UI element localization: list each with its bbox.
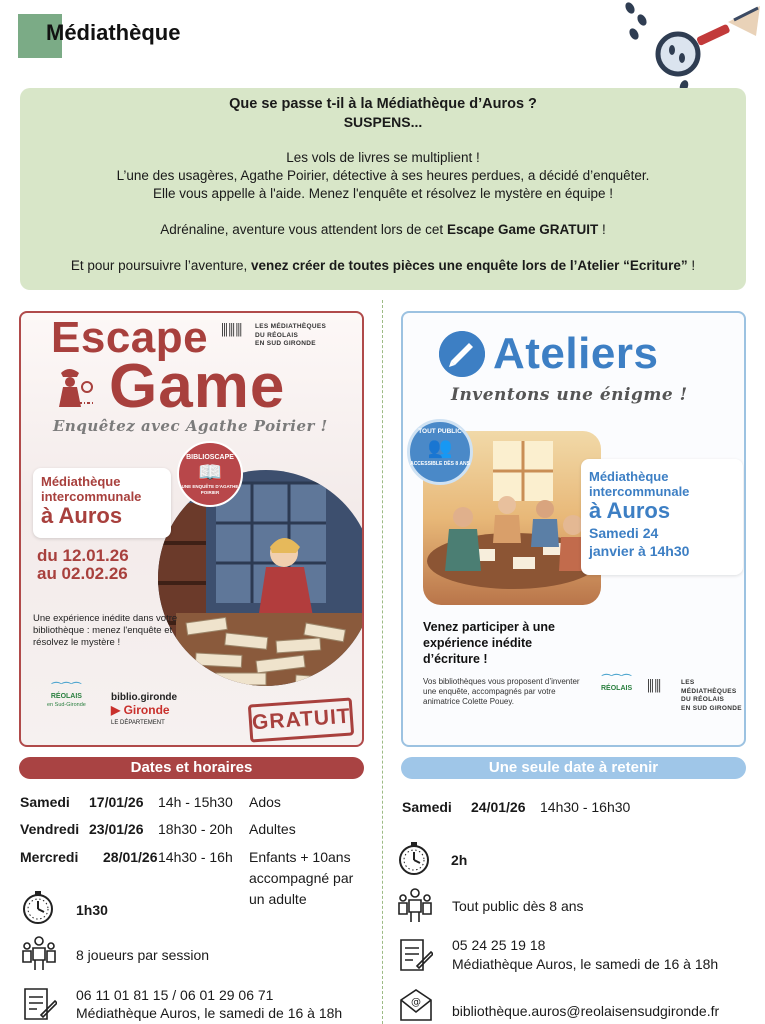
atelier-phone: 05 24 25 19 18 — [452, 937, 546, 953]
dates-horaires-banner: Dates et horaires — [19, 757, 364, 779]
escape-tagline: Enquêtez avec Agathe Poirier ! — [53, 417, 328, 435]
detective-silhouette-icon — [51, 363, 97, 409]
atelier-duration: 2h — [451, 852, 468, 868]
group-people-icon — [397, 886, 433, 924]
stopwatch-icon — [20, 888, 56, 926]
library-columns-icon: ⫼⫼ — [647, 678, 662, 695]
stopwatch-icon — [396, 839, 432, 877]
intro-subtitle: SUSPENS... — [343, 114, 423, 130]
intro-panel — [20, 88, 746, 290]
ateliers-poster — [401, 311, 746, 747]
seule-date-banner: Une seule date à retenir — [401, 757, 746, 779]
escape-title: Escape — [51, 313, 209, 362]
escape-duration: 1h30 — [76, 902, 108, 918]
tout-public-badge: TOUT PUBLIC 👥 ACCESSIBLE DÈS 8 ANS — [407, 419, 473, 485]
schedule-row: Vendredi 23/01/26 18h30 - 20h Adultes — [20, 821, 296, 837]
intro-line-1: Les vols de livres se multiplient ! — [286, 150, 480, 165]
library-columns-icon: ⫼⫼⫼ — [221, 322, 243, 339]
mediatheques-reolais-logo: ⫼⫼ LES MÉDIATHÈQUES DU RÉOLAIS EN SUD GIRONDE — [647, 678, 742, 712]
intro-line-2: L’une des usagères, Agathe Poirier, détective à ses heures perdues, a décidé d’enquêter. — [116, 168, 650, 183]
gironde-logo: biblio.gironde ▶ Gironde LE DÉPARTEMENT — [111, 692, 178, 726]
intro-title: Que se passe t-il à la Médiathèque d’Auros ? — [229, 96, 537, 112]
intro-line-4: Adrénaline, aventure vous attendent lors de cet Escape Game GRATUIT ! — [160, 222, 606, 237]
notepad-pen-icon — [397, 936, 433, 974]
intro-line-3: Elle vous appelle à l'aide. Menez l'enquête et résolvez le mystère en équipe ! — [153, 186, 613, 201]
ateliers-lead: Venez participer à une expérience inédite d’écriture ! — [423, 620, 555, 666]
atelier-audience: Tout public dès 8 ans — [452, 898, 584, 914]
atelier-email[interactable]: bibliothèque.auros@reolaisensudgironde.fr — [452, 1003, 720, 1019]
gratuit-stamp: GRATUIT — [248, 697, 354, 742]
schedule-row: Samedi 17/01/26 14h - 15h30 Ados — [20, 794, 281, 810]
game-title: Game — [109, 352, 286, 421]
writing-hand-icon — [439, 331, 485, 377]
gironde-mark-icon: ▶ — [111, 703, 121, 717]
ateliers-title: Ateliers — [493, 329, 659, 378]
escape-game-poster — [19, 311, 364, 747]
arches-icon: ⌒⌒⌒ — [601, 675, 632, 686]
escape-description: Une expérience inédite dans votre bibliothèque : menez l'enquête et résolvez le mystère ! — [33, 613, 178, 648]
notepad-pen-icon — [21, 985, 57, 1023]
arches-icon: ⌒⌒⌒ — [51, 683, 82, 694]
escape-venue-card: Médiathèque intercommunale à Auros — [33, 468, 171, 538]
players-per-session: 8 joueurs par session — [76, 947, 210, 963]
column-divider — [382, 300, 383, 1024]
mediatheques-reolais-logo: ⫼⫼⫼ LES MÉDIATHÈQUES DU RÉOLAIS EN SUD GIRONDE — [221, 322, 327, 347]
biblioscape-badge: BIBLIOSCAPE 📖 UNE ENQUÊTE D'AGATHE POIRIER — [177, 441, 243, 507]
intro-line-5: Et pour poursuivre l’aventure, venez créer de toutes pièces une enquête lors de l’Atelier “Ecriture” ! — [70, 258, 696, 273]
schedule-row: Mercredi 28/01/26 14h30 - 16h Enfants + 10ans accompagné par un adulte — [20, 849, 354, 907]
svg-text:@: @ — [411, 997, 421, 1008]
reolais-logo: ⌒⌒⌒ RÉOLAIS en Sud-Gironde — [47, 683, 86, 708]
schedule-row: Samedi 24/01/26 14h30 - 16h30 — [402, 799, 631, 815]
open-book-icon: 📖 — [197, 462, 223, 484]
ateliers-subtitle: Inventons une énigme ! — [451, 385, 688, 405]
ateliers-venue-card: Médiathèque intercommunale à Auros Samedi 24 janvier à 14h30 — [581, 459, 743, 575]
group-people-icon: 👥 — [427, 437, 453, 459]
escape-phone: 06 11 01 81 15 / 06 01 29 06 71 — [76, 987, 274, 1003]
atelier-contact-place: Médiathèque Auros, le samedi de 16 à 18h — [452, 956, 719, 972]
escape-contact-place: Médiathèque Auros, le samedi de 16 à 18h — [76, 1005, 343, 1021]
page-title: Médiathèque — [46, 20, 181, 45]
group-people-icon — [21, 934, 57, 972]
escape-date-range: du 12.01.26 au 02.02.26 — [37, 546, 129, 583]
ateliers-description: Vos bibliothèques vous proposent d’inventer une enquête, accompagnés par votre animatrice Colette Pouey. — [423, 677, 580, 706]
email-envelope-icon — [398, 986, 434, 1024]
reolais-logo: ⌒⌒⌒ RÉOLAIS — [601, 675, 633, 692]
